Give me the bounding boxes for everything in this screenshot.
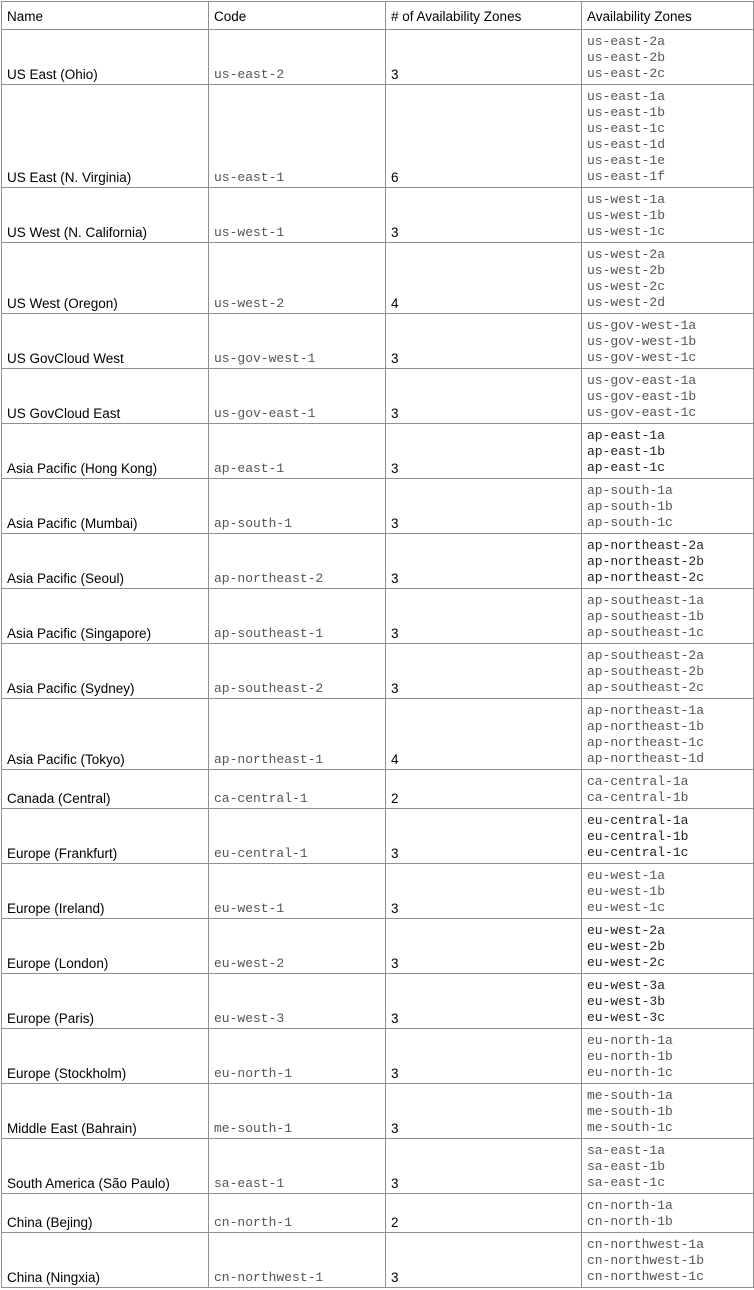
zone-item: eu-west-2b <box>587 939 666 954</box>
zone-item: us-west-1b <box>587 208 666 223</box>
table-row <box>2 644 754 699</box>
table-row <box>2 699 754 770</box>
zone-item: us-east-2a <box>587 34 666 49</box>
region-name: Asia Pacific (Mumbai) <box>2 479 209 534</box>
zone-count: 3 <box>386 809 582 864</box>
region-name: Europe (Frankfurt) <box>2 809 209 864</box>
table-row <box>2 919 754 974</box>
zone-item: ap-southeast-1a <box>587 593 705 608</box>
zone-list <box>582 188 754 243</box>
zone-item: ap-east-1a <box>587 428 666 443</box>
zone-item: us-west-2c <box>587 279 666 294</box>
region-code: us-gov-east-1 <box>209 369 386 424</box>
zone-count: 3 <box>386 30 582 85</box>
zone-item: us-east-1a <box>587 89 666 104</box>
table-row <box>2 243 754 314</box>
table-row <box>2 369 754 424</box>
table-row <box>2 1139 754 1194</box>
header-row <box>2 2 754 30</box>
zone-item: ap-northeast-1a <box>587 703 705 718</box>
zone-item: us-east-1c <box>587 121 666 136</box>
table-row <box>2 479 754 534</box>
zone-item: us-east-1d <box>587 137 666 152</box>
header-name: Name <box>2 2 209 30</box>
zone-item: ap-southeast-1c <box>587 625 705 640</box>
zone-count: 3 <box>386 589 582 644</box>
table-row <box>2 1194 754 1233</box>
zone-item: us-west-1c <box>587 224 666 239</box>
header-zone-count: # of Availability Zones <box>386 2 582 30</box>
region-code: ap-south-1 <box>209 479 386 534</box>
region-name: Asia Pacific (Seoul) <box>2 534 209 589</box>
zone-item: ap-south-1a <box>587 483 673 498</box>
zone-item: ap-southeast-2c <box>587 680 705 695</box>
zone-count: 3 <box>386 369 582 424</box>
table-row <box>2 424 754 479</box>
region-name: South America (São Paulo) <box>2 1139 209 1194</box>
region-name: US GovCloud West <box>2 314 209 369</box>
zone-list <box>582 85 754 188</box>
zone-count: 3 <box>386 919 582 974</box>
zone-list <box>582 1029 754 1084</box>
table-row <box>2 809 754 864</box>
region-code: ap-northeast-1 <box>209 699 386 770</box>
zone-item: ca-central-1b <box>587 790 689 805</box>
regions-table <box>1 1 754 1288</box>
region-code: eu-north-1 <box>209 1029 386 1084</box>
zone-item: eu-north-1c <box>587 1065 673 1080</box>
zone-list <box>582 864 754 919</box>
zone-item: eu-west-3c <box>587 1010 666 1025</box>
zone-item: eu-north-1a <box>587 1033 673 1048</box>
region-code: ap-southeast-2 <box>209 644 386 699</box>
zone-list <box>582 1233 754 1288</box>
zone-item: ap-south-1c <box>587 515 673 530</box>
zone-item: ap-southeast-2a <box>587 648 705 663</box>
zone-item: ap-southeast-2b <box>587 664 705 679</box>
region-name: US East (Ohio) <box>2 30 209 85</box>
table-row <box>2 974 754 1029</box>
zone-item: cn-northwest-1a <box>587 1237 705 1252</box>
zone-item: sa-east-1c <box>587 1175 666 1190</box>
zone-item: eu-west-2a <box>587 923 666 938</box>
zone-count: 4 <box>386 243 582 314</box>
region-name: China (Bejing) <box>2 1194 209 1233</box>
zone-count: 3 <box>386 974 582 1029</box>
zone-item: us-east-1b <box>587 105 666 120</box>
zone-count: 4 <box>386 699 582 770</box>
zone-item: us-east-1e <box>587 153 666 168</box>
zone-list <box>582 314 754 369</box>
zone-list <box>582 534 754 589</box>
region-code: ca-central-1 <box>209 770 386 809</box>
table-body <box>2 30 754 1288</box>
zone-list <box>582 1139 754 1194</box>
zone-count: 3 <box>386 1029 582 1084</box>
zone-item: me-south-1c <box>587 1120 673 1135</box>
zone-item: ap-east-1b <box>587 444 666 459</box>
zone-list <box>582 30 754 85</box>
region-code: ap-northeast-2 <box>209 534 386 589</box>
zone-item: us-east-2c <box>587 66 666 81</box>
zone-list <box>582 1194 754 1233</box>
region-name: Asia Pacific (Sydney) <box>2 644 209 699</box>
zone-list <box>582 479 754 534</box>
zone-item: eu-west-1a <box>587 868 666 883</box>
zone-item: us-gov-west-1a <box>587 318 697 333</box>
region-code: eu-west-2 <box>209 919 386 974</box>
zone-item: sa-east-1b <box>587 1159 666 1174</box>
zone-count: 3 <box>386 188 582 243</box>
region-code: us-east-2 <box>209 30 386 85</box>
region-code: eu-central-1 <box>209 809 386 864</box>
region-code: us-gov-west-1 <box>209 314 386 369</box>
zone-item: eu-west-2c <box>587 955 666 970</box>
zone-list <box>582 809 754 864</box>
zone-item: eu-west-1c <box>587 900 666 915</box>
zone-item: eu-west-1b <box>587 884 666 899</box>
zone-count: 6 <box>386 85 582 188</box>
region-name: US East (N. Virginia) <box>2 85 209 188</box>
zone-item: us-gov-west-1c <box>587 350 697 365</box>
region-name: Asia Pacific (Tokyo) <box>2 699 209 770</box>
region-code: sa-east-1 <box>209 1139 386 1194</box>
zone-item: us-gov-east-1a <box>587 373 697 388</box>
region-code: me-south-1 <box>209 1084 386 1139</box>
zone-item: eu-west-3a <box>587 978 666 993</box>
zone-count: 3 <box>386 644 582 699</box>
region-name: Asia Pacific (Singapore) <box>2 589 209 644</box>
zone-count: 3 <box>386 1084 582 1139</box>
zone-item: me-south-1a <box>587 1088 673 1103</box>
zone-item: eu-central-1c <box>587 845 689 860</box>
zone-count: 3 <box>386 424 582 479</box>
zone-count: 3 <box>386 534 582 589</box>
zone-item: ca-central-1a <box>587 774 689 789</box>
region-code: us-east-1 <box>209 85 386 188</box>
zone-item: eu-central-1a <box>587 813 689 828</box>
zone-item: ap-northeast-1b <box>587 719 705 734</box>
zone-list <box>582 369 754 424</box>
zone-list <box>582 770 754 809</box>
zone-list <box>582 243 754 314</box>
zone-item: us-gov-east-1c <box>587 405 697 420</box>
header-zones: Availability Zones <box>582 2 754 30</box>
table-row <box>2 314 754 369</box>
region-name: Middle East (Bahrain) <box>2 1084 209 1139</box>
zone-item: us-west-2b <box>587 263 666 278</box>
region-name: China (Ningxia) <box>2 1233 209 1288</box>
region-code: ap-southeast-1 <box>209 589 386 644</box>
table-row <box>2 30 754 85</box>
region-name: US GovCloud East <box>2 369 209 424</box>
zone-item: ap-northeast-2b <box>587 554 705 569</box>
zone-item: us-west-1a <box>587 192 666 207</box>
region-name: Europe (Ireland) <box>2 864 209 919</box>
zone-list <box>582 974 754 1029</box>
region-code: ap-east-1 <box>209 424 386 479</box>
table-row <box>2 1233 754 1288</box>
zone-list <box>582 644 754 699</box>
zone-item: ap-northeast-2a <box>587 538 705 553</box>
region-code: us-west-2 <box>209 243 386 314</box>
zone-item: us-east-1f <box>587 169 666 184</box>
region-name: Europe (London) <box>2 919 209 974</box>
zone-item: eu-north-1b <box>587 1049 673 1064</box>
region-name: Europe (Paris) <box>2 974 209 1029</box>
zone-item: ap-northeast-1d <box>587 751 705 766</box>
zone-item: cn-northwest-1c <box>587 1269 705 1284</box>
zone-list <box>582 424 754 479</box>
zone-count: 3 <box>386 1233 582 1288</box>
zone-count: 3 <box>386 1139 582 1194</box>
zone-count: 2 <box>386 1194 582 1233</box>
region-name: US West (N. California) <box>2 188 209 243</box>
table-row <box>2 85 754 188</box>
zone-count: 3 <box>386 479 582 534</box>
table-row <box>2 534 754 589</box>
region-code: eu-west-3 <box>209 974 386 1029</box>
table-row <box>2 864 754 919</box>
zone-item: us-west-2a <box>587 247 666 262</box>
zone-item: us-east-2b <box>587 50 666 65</box>
region-name: US West (Oregon) <box>2 243 209 314</box>
regions-table-container <box>1 1 753 1288</box>
zone-item: cn-north-1a <box>587 1198 673 1213</box>
table-header <box>2 2 754 30</box>
zone-list <box>582 589 754 644</box>
zone-item: us-gov-east-1b <box>587 389 697 404</box>
region-code: eu-west-1 <box>209 864 386 919</box>
zone-item: ap-south-1b <box>587 499 673 514</box>
zone-item: ap-northeast-2c <box>587 570 705 585</box>
zone-item: us-gov-west-1b <box>587 334 697 349</box>
zone-list <box>582 919 754 974</box>
region-code: cn-north-1 <box>209 1194 386 1233</box>
region-name: Asia Pacific (Hong Kong) <box>2 424 209 479</box>
region-name: Europe (Stockholm) <box>2 1029 209 1084</box>
region-name: Canada (Central) <box>2 770 209 809</box>
zone-item: cn-northwest-1b <box>587 1253 705 1268</box>
zone-list <box>582 699 754 770</box>
table-row <box>2 770 754 809</box>
table-row <box>2 1084 754 1139</box>
zone-item: ap-northeast-1c <box>587 735 705 750</box>
table-row <box>2 1029 754 1084</box>
zone-list <box>582 1084 754 1139</box>
header-code: Code <box>209 2 386 30</box>
zone-item: cn-north-1b <box>587 1214 673 1229</box>
table-row <box>2 589 754 644</box>
zone-item: sa-east-1a <box>587 1143 666 1158</box>
zone-item: eu-central-1b <box>587 829 689 844</box>
zone-item: ap-southeast-1b <box>587 609 705 624</box>
zone-item: ap-east-1c <box>587 460 666 475</box>
region-code: cn-northwest-1 <box>209 1233 386 1288</box>
zone-count: 3 <box>386 314 582 369</box>
zone-count: 3 <box>386 864 582 919</box>
region-code: us-west-1 <box>209 188 386 243</box>
zone-item: me-south-1b <box>587 1104 673 1119</box>
zone-item: us-west-2d <box>587 295 666 310</box>
table-row <box>2 188 754 243</box>
zone-item: eu-west-3b <box>587 994 666 1009</box>
zone-count: 2 <box>386 770 582 809</box>
